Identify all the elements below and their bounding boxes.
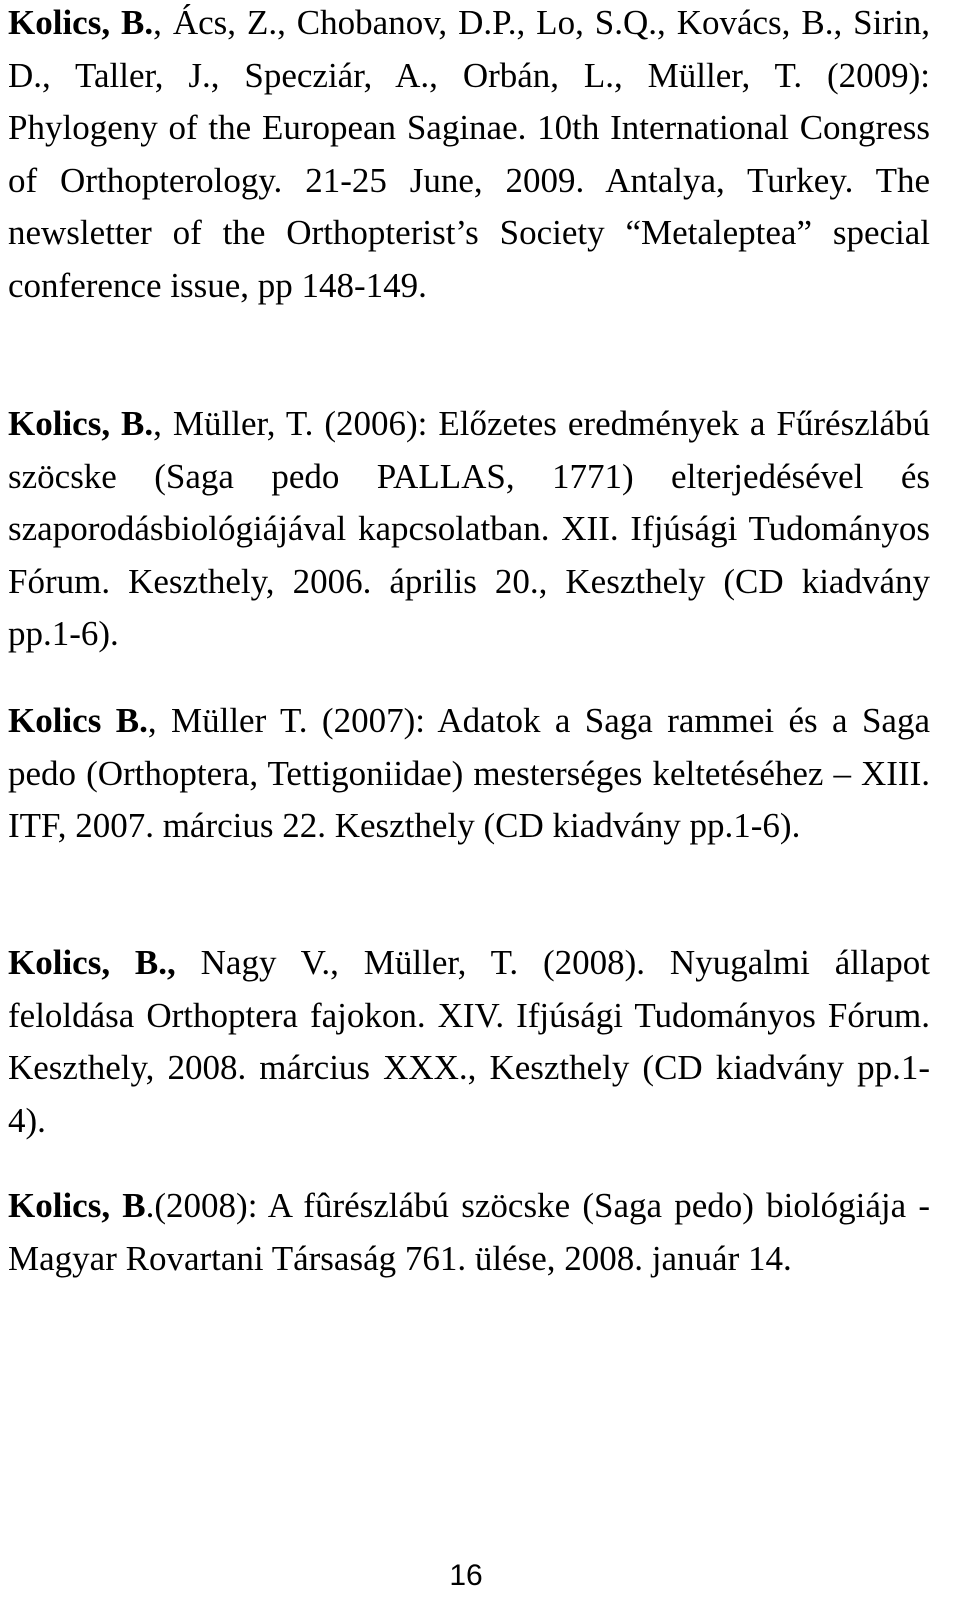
reference-author: Kolics, B., (8, 943, 176, 982)
reference-author: Kolics, B. (8, 404, 154, 443)
reference-text: .(2008): A fûrészlábú szöcske (Saga pedo) biológiája - Magyar Rovartani Társaság 761. ülése, 2008. január 14. (8, 1186, 930, 1278)
reference-text: , Müller T. (2007): Adatok a Saga rammei és a Saga pedo (Orthoptera, Tettigoniidae) mesterséges keltetéséhez – XIII. ITF, 2007. március 22. Keszthely (CD kiadvány pp.1-6). (8, 701, 930, 845)
reference-author: Kolics, B (8, 1186, 146, 1225)
reference-entry (8, 398, 930, 661)
page-number: 16 (449, 1559, 483, 1592)
reference-entry (8, 0, 930, 312)
reference-entry (8, 695, 930, 853)
reference-entry (8, 937, 930, 1147)
reference-text: Nagy V., Müller, T. (2008). Nyugalmi állapot feloldása Orthoptera fajokon. XIV. Ifjúsági Tudományos Fórum. Keszthely, 2008. március XXX., Keszthely (CD kiadvány pp.1-4). (8, 943, 930, 1140)
reference-text: , Müller, T. (2006): Előzetes eredmények a Fűrészlábú szöcske (Saga pedo PALLAS, 1771) elterjedésével és szaporodásbiológiájával kapcsolatban. XII. Ifjúsági Tudományos Fórum. Keszthely, 2006. április 20., Keszthely (CD kiadvány pp.1-6). (8, 404, 930, 653)
reference-author: Kolics, B. (8, 3, 154, 42)
reference-author: Kolics B. (8, 701, 148, 740)
reference-entry (8, 1180, 930, 1285)
reference-text: , Ács, Z., Chobanov, D.P., Lo, S.Q., Kovács, B., Sirin, D., Taller, J., Specziár, A., Orbán, L., Müller, T. (2009): Phylogeny of the European Saginae. 10th International Congress of Orthopterology. 21-25 June, 2009. Antalya, Turkey. The newsletter of the Orthopterist’s Society “Metaleptea” special conference issue, pp 148-149. (8, 3, 930, 305)
